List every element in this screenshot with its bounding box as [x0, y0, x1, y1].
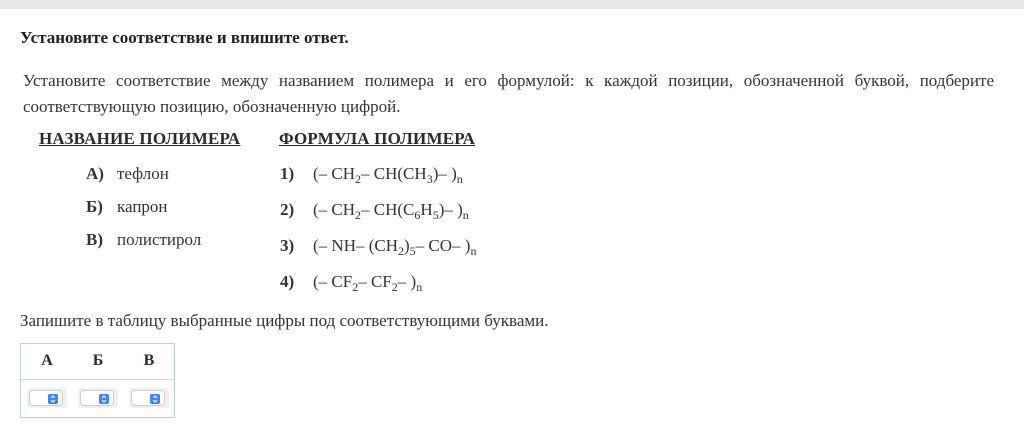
- answer-header-b: Б: [92, 352, 104, 369]
- left-item-label: В): [86, 230, 103, 249]
- select-box[interactable]: [131, 390, 165, 406]
- task-title: Установите соответствие и впишите ответ.: [20, 28, 349, 47]
- formula-label: 1): [280, 164, 295, 183]
- select-arrows-icon: [99, 394, 109, 404]
- task-instruction: Установите соответствие между названием полимера и его формулой: к каждой позиции, обозначенной буквой, подберите соответствующую позицию, обозначенную цифрой.: [23, 71, 994, 116]
- answer-header-v: В: [143, 352, 155, 369]
- select-arrows-icon: [48, 394, 58, 404]
- answer-select-v[interactable]: [129, 388, 169, 408]
- formula-label: 2): [280, 200, 295, 219]
- formula-3: (– NH– $(CH_2)_5-$ CO– )$_n$: [313, 236, 477, 258]
- formula-label: 4): [280, 272, 295, 291]
- select-box[interactable]: [29, 390, 63, 406]
- top-bar: [0, 0, 1024, 9]
- answer-header-a: А: [41, 352, 53, 369]
- select-arrows-icon: [150, 394, 160, 404]
- left-item-text: тефлон: [117, 164, 169, 183]
- formula-2: (– $CH_2-$ $CH(C_6H_5)-$ )$_n$: [313, 200, 469, 222]
- left-item-label: Б): [86, 197, 103, 216]
- answer-table-header: [21, 344, 174, 380]
- select-box[interactable]: [80, 390, 114, 406]
- formula-4: (– $CF_2-$ $CF_2-$ )$_n$: [313, 272, 423, 294]
- answer-select-a[interactable]: [27, 388, 67, 408]
- left-item-text: капрон: [117, 197, 168, 216]
- left-item-label: А): [86, 164, 104, 183]
- answer-instruction: Запишите в таблицу выбранные цифры под соответствующими буквами.: [20, 311, 549, 330]
- answer-table: [20, 343, 175, 418]
- left-column-header: НАЗВАНИЕ ПОЛИМЕРА: [39, 129, 241, 148]
- formula-1: (– $CH_2-$ $CH(CH_3)-$ )$_n$: [313, 164, 463, 186]
- left-item-text: полистирол: [117, 230, 202, 249]
- answer-select-b[interactable]: [78, 388, 118, 408]
- right-column-header: ФОРМУЛА ПОЛИМЕРА: [279, 129, 476, 148]
- formula-label: 3): [280, 236, 295, 255]
